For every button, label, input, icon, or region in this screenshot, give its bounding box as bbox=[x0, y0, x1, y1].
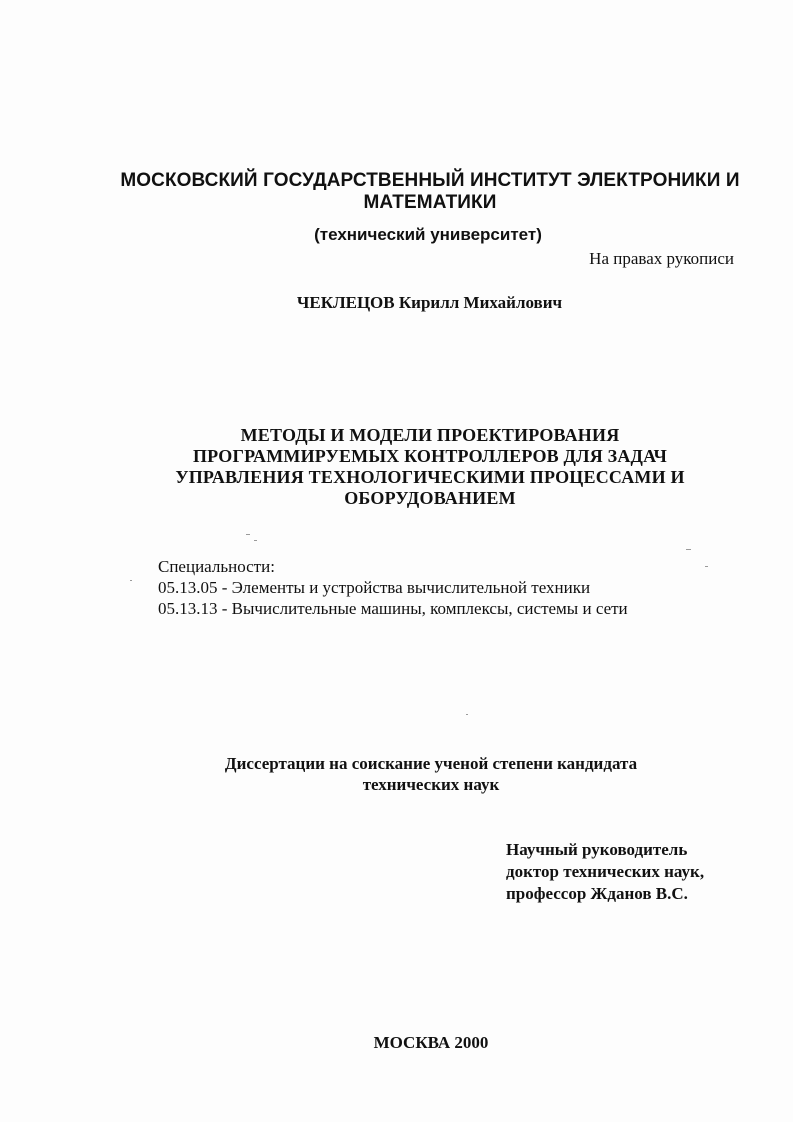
institute-name bbox=[60, 170, 793, 214]
advisor-line: профессор Жданов В.С. bbox=[506, 884, 688, 903]
advisor-line: Научный руководитель bbox=[506, 840, 688, 859]
scan-speck bbox=[705, 566, 708, 567]
scan-speck bbox=[686, 549, 691, 550]
scan-speck bbox=[466, 714, 468, 715]
institute-line: МОСКОВСКИЙ ГОСУДАРСТВЕННЫЙ ИНСТИТУТ ЭЛЕКТРОНИКИ И bbox=[120, 170, 740, 191]
scientific-advisor bbox=[506, 839, 704, 905]
title-line: ПРОГРАММИРУЕМЫХ КОНТРОЛЛЕРОВ ДЛЯ ЗАДАЧ bbox=[192, 446, 668, 466]
degree-line: технических наук bbox=[362, 775, 500, 794]
advisor-line: доктор технических наук, bbox=[506, 862, 705, 881]
scan-speck bbox=[130, 580, 132, 581]
manuscript-note: На правах рукописи bbox=[589, 249, 734, 268]
degree-statement bbox=[0, 753, 793, 795]
specialty-item: 05.13.13 - Вычислительные машины, комплексы, системы и сети bbox=[158, 599, 628, 618]
scan-speck bbox=[246, 534, 250, 535]
institute-subtitle: (технический университет) bbox=[314, 225, 542, 244]
title-line: УПРАВЛЕНИЯ ТЕХНОЛОГИЧЕСКИМИ ПРОЦЕССАМИ И bbox=[175, 467, 685, 487]
author-name: ЧЕКЛЕЦОВ Кирилл Михайлович bbox=[296, 293, 563, 312]
specialties-label: Специальности: bbox=[158, 557, 275, 576]
title-line: МЕТОДЫ И МОДЕЛИ ПРОЕКТИРОВАНИЯ bbox=[240, 425, 620, 445]
specialties-block bbox=[158, 556, 628, 619]
dissertation-title bbox=[60, 425, 793, 509]
city-year: МОСКВА 2000 bbox=[373, 1033, 489, 1052]
title-line: ОБОРУДОВАНИЕМ bbox=[344, 488, 516, 508]
degree-line: Диссертации на соискание ученой степени кандидата bbox=[224, 754, 638, 773]
specialty-item: 05.13.05 - Элементы и устройства вычислительной техники bbox=[158, 578, 591, 597]
scan-speck bbox=[254, 540, 257, 541]
institute-line: МАТЕМАТИКИ bbox=[363, 192, 497, 213]
